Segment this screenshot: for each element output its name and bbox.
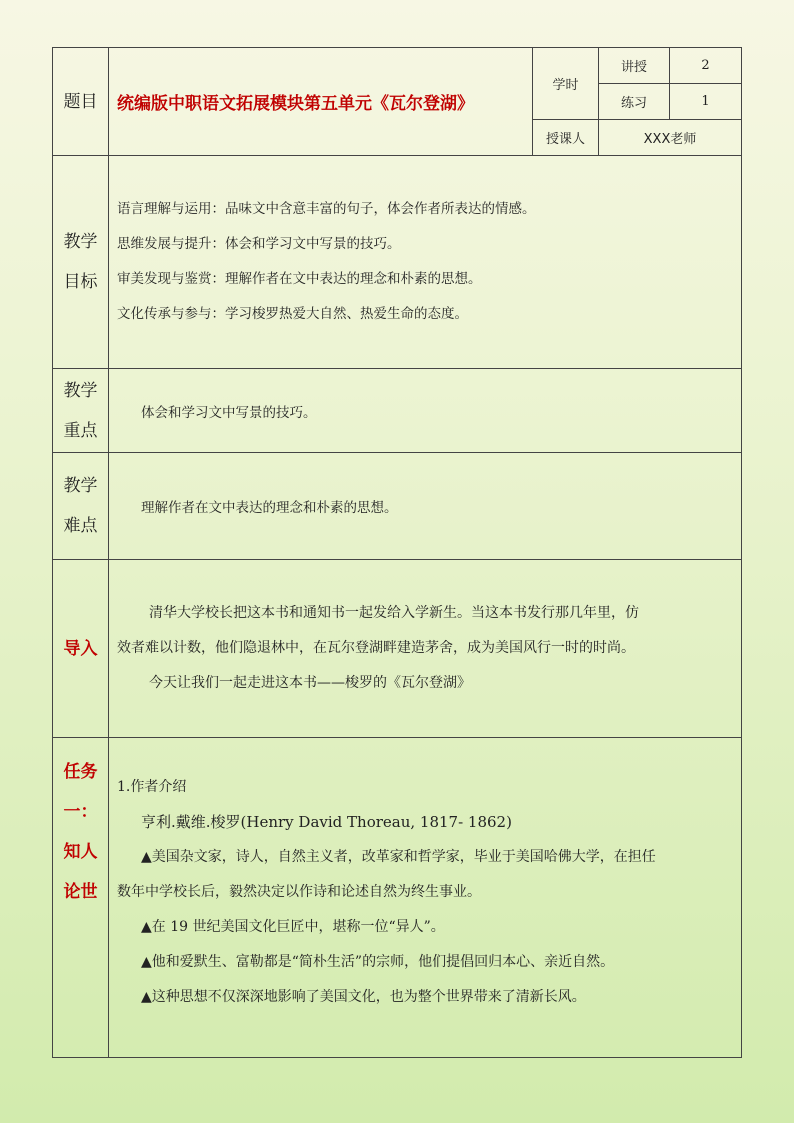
goal-item: 审美发现与鉴赏：理解作者在文中表达的理念和朴素的思想。: [117, 271, 482, 287]
focus-label: [53, 369, 109, 453]
goals-label-line-2: 目标: [63, 272, 98, 292]
lesson-title: 统编版中职语文拓展模块第五单元《瓦尔登湖》: [109, 48, 533, 156]
task-label-line: 一：: [63, 802, 98, 822]
lecture-label: 讲授: [599, 48, 670, 84]
difficulty-text: 理解作者在文中表达的理念和朴素的思想。: [141, 500, 398, 516]
intro-label: 导入: [53, 560, 109, 738]
hours-label: 学时: [533, 48, 599, 120]
lecture-hours: 2: [670, 48, 742, 84]
difficulty-label-line-2: 难点: [63, 516, 98, 536]
task-content: [109, 738, 742, 1058]
teacher-name: XXX老师: [599, 120, 742, 156]
author-bullet: ▲他和爱默生、富勒都是“简朴生活”的宗师，他们提倡回归本心、亲近自然。: [141, 954, 615, 970]
intro-line: 今天让我们一起走进这本书——梭罗的《瓦尔登湖》: [149, 675, 471, 691]
task-label: [53, 738, 109, 1058]
author-bullet: ▲这种思想不仅深深地影响了美国文化，也为整个世界带来了清新长风。: [141, 989, 586, 1005]
author-heading: 1.作者介绍: [117, 779, 187, 795]
goal-item: 语言理解与运用：品味文中含意丰富的句子，体会作者所表达的情感。: [117, 201, 536, 217]
goals-content: [109, 156, 742, 369]
task-label-line: 任务: [63, 762, 98, 782]
goal-item: 思维发展与提升：体会和学习文中写景的技巧。: [117, 236, 401, 252]
lesson-plan-table: [52, 47, 742, 1058]
focus-content: [109, 369, 742, 453]
goal-item: 文化传承与参与：学习梭罗热爱大自然、热爱生命的态度。: [117, 306, 468, 322]
difficulty-label-line-1: 教学: [63, 476, 98, 496]
practice-label: 练习: [599, 84, 670, 120]
author-name: 亨利.戴维.梭罗(Henry David Thoreau, 1817- 1862): [141, 813, 512, 831]
author-bullet: ▲在 19 世纪美国文化巨匠中，堪称一位“异人”。: [141, 919, 445, 935]
task-label-line: 论世: [63, 882, 98, 902]
practice-hours: 1: [670, 84, 742, 120]
intro-line: 清华大学校长把这本书和通知书一起发给入学新生。当这本书发行那几年里，仿: [149, 605, 639, 621]
goals-label-line-1: 教学: [63, 232, 98, 252]
author-bullet: ▲美国杂文家，诗人，自然主义者，改革家和哲学家，毕业于美国哈佛大学，在担任: [141, 849, 656, 865]
intro-content: [109, 560, 742, 738]
focus-label-line-2: 重点: [63, 420, 98, 441]
topic-label: 题目: [53, 48, 109, 156]
task-label-line: 知人: [63, 842, 98, 862]
intro-line: 效者难以计数，他们隐退林中，在瓦尔登湖畔建造茅舍，成为美国风行一时的时尚。: [117, 640, 635, 656]
difficulty-label: [53, 453, 109, 560]
focus-label-line-1: 教学: [63, 380, 98, 401]
difficulty-content: [109, 453, 742, 560]
author-bullet-cont: 数年中学校长后，毅然决定以作诗和论述自然为终生事业。: [117, 884, 481, 900]
focus-text: 体会和学习文中写景的技巧。: [141, 404, 317, 421]
goals-label: [53, 156, 109, 369]
teacher-label: 授课人: [533, 120, 599, 156]
